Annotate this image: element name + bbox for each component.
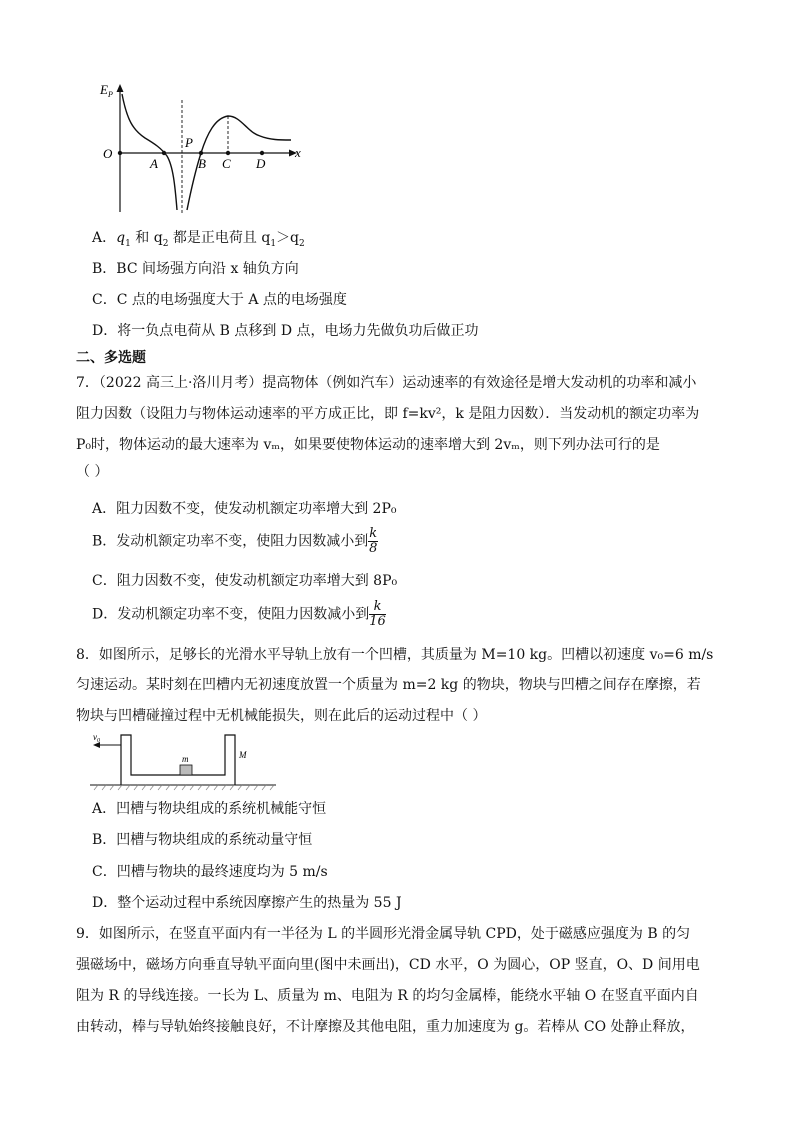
q6-option-c: C．C 点的电场强度大于 A 点的电场强度: [92, 292, 347, 308]
q6-option-d: D．将一负点电荷从 B 点移到 D 点，电场力先做负功后做正功: [92, 323, 479, 339]
label-c: C: [222, 156, 231, 171]
label-a: A: [150, 156, 158, 171]
curve-left: [122, 94, 177, 210]
x-axis-label: x: [295, 145, 301, 160]
ground-hatch: [94, 785, 274, 790]
q7-option-c: C．阻力因数不变，使发动机额定功率增大到 8P₀: [92, 573, 398, 589]
point-a: [162, 151, 166, 155]
q9-line-3: 阻为 R 的导线连接。一长为 L、质量为 m、电阻为 R 的均匀金属棒，能绕水平轴 O 在竖直平面内自: [76, 988, 699, 1004]
q9-line-4: 由转动，棒与导轨始终接触良好，不计摩擦及其他电阻，重力加速度为 g。若棒从 CO 处静止释放，: [76, 1019, 695, 1035]
q9-line-2: 强磁场中，磁场方向垂直导轨平面向里(图中未画出)，CD 水平，O 为圆心，OP 竖直，O、D 间用电: [76, 957, 700, 973]
q8-option-b: B．凹槽与物块组成的系统动量守恒: [92, 832, 313, 848]
q8-option-c: C．凹槽与物块的最终速度均为 5 m/s: [92, 864, 328, 880]
q7-line-1: 7．（2022 高三上·洛川月考）提高物体（例如汽车）运动速率的有效途径是增大发动机的功率和减小: [76, 375, 697, 391]
fraction-k-8: $\frac{k}{8}$: [369, 526, 378, 556]
q7-line-4: （ ）: [76, 464, 109, 480]
groove-body: [121, 735, 235, 785]
point-c: [226, 151, 230, 155]
q7-line-2: 阻力因数（设阻力与物体运动速率的平方成正比，即 f=kv²，k 是阻力因数）．当发动机的额定功率为: [76, 406, 700, 422]
q6-option-a: A．$q_1$ 和 $q_2$ 都是正电荷且 $q_1>q_2$: [92, 230, 305, 249]
label-d: D: [256, 156, 266, 171]
q7-option-a: A．阻力因数不变，使发动机额定功率增大到 2P₀: [92, 501, 397, 517]
q8-line-3: 物块与凹槽碰撞过程中无机械能损失，则在此后的运动过程中（ ）: [76, 708, 487, 724]
y-axis-arrow: [117, 84, 124, 92]
q8-line-2: 匀速运动。某时刻在凹槽内无初速度放置一个质量为 m=2 kg 的物块，物块与凹槽之间存在摩擦，若: [76, 677, 701, 693]
q8-line-1: 8．如图所示，足够长的光滑水平导轨上放有一个凹槽，其质量为 M=10 kg。凹槽以初速度 v₀=6 m/s: [76, 647, 714, 663]
q7-line-3: P₀时，物体运动的最大速率为 vₘ，如果要使物体运动的速率增大到 2vₘ，则下列办法可行的是: [76, 437, 660, 453]
groove-label: M: [239, 750, 247, 760]
origin-label: O: [103, 146, 113, 161]
y-axis-label: $E_P$: [100, 82, 113, 99]
q9-line-1: 9．如图所示，在竖直平面内有一半径为 L 的半圆形光滑金属导轨 CPD，处于磁感应强度为 B 的匀: [76, 926, 691, 942]
label-b: B: [198, 156, 206, 171]
fraction-k-16: $\frac{k}{16}$: [369, 599, 386, 629]
point-b: [199, 151, 203, 155]
block-label: m: [182, 754, 189, 764]
groove-figure: [88, 730, 278, 792]
label-p: P: [185, 135, 193, 150]
block: [180, 765, 192, 775]
point-origin: [118, 151, 122, 155]
q7-option-b: B．发动机额定功率不变，使阻力因数减小到 $\frac{k}{8}$: [92, 526, 378, 556]
q6-option-b: B．BC 间场强方向沿 x 轴负方向: [92, 261, 299, 277]
point-d: [260, 151, 264, 155]
section-title: 二、多选题: [76, 350, 146, 366]
q8-option-a: A．凹槽与物块组成的系统机械能守恒: [92, 801, 327, 817]
velocity-label: $v_0$: [93, 732, 100, 744]
ep-x-graph: [95, 80, 315, 220]
q8-option-d: D．整个运动过程中系统因摩擦产生的热量为 55 J: [92, 895, 402, 911]
q7-option-d: D．发动机额定功率不变，使阻力因数减小到 $\frac{k}{16}$: [92, 599, 386, 629]
